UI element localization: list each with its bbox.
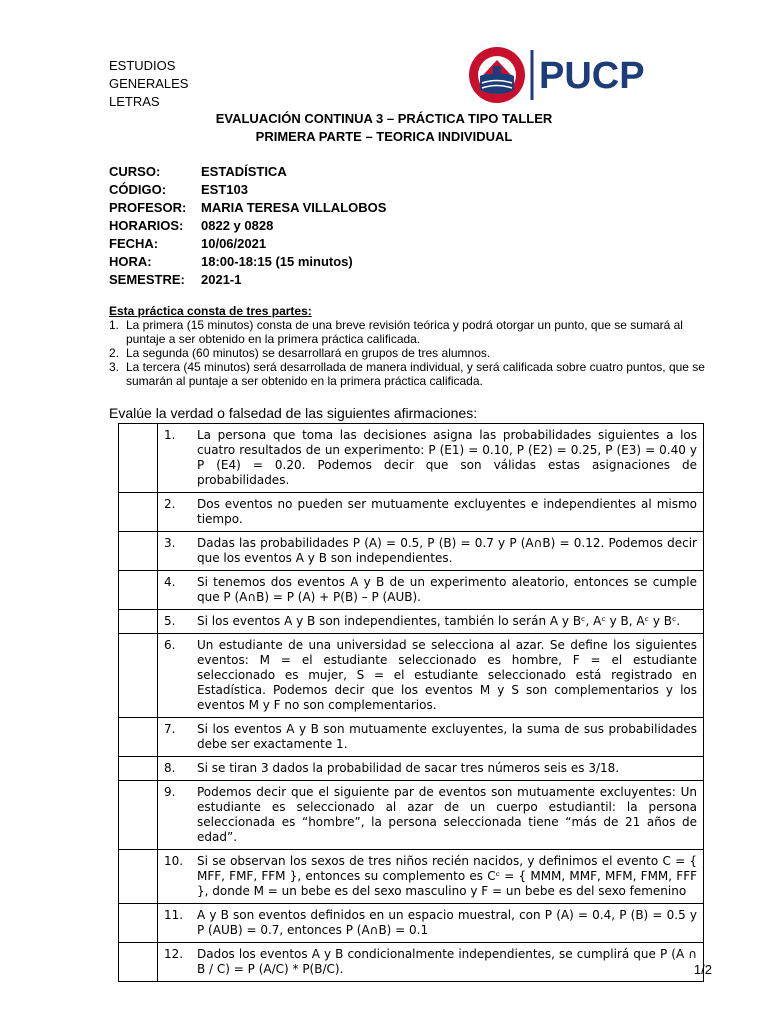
answer-cell[interactable] xyxy=(119,571,158,610)
table-row xyxy=(119,850,704,904)
answer-cell[interactable] xyxy=(119,943,158,982)
statement-number: 6. xyxy=(164,638,176,652)
statement-text: Si se tiran 3 dados la probabilidad de sacar tres números seis es 3/18. xyxy=(197,761,620,775)
answer-cell[interactable] xyxy=(119,634,158,718)
statement-text: Podemos decir que el siguiente par de eventos son mutuamente excluyentes: Un estudiante es seleccionado al azar de un cuerpo estudiantil: la persona seleccionada es “hombre”, la persona seleccionada tiene “más de 21 años de edad”. xyxy=(197,785,697,844)
info-value: 18:00-18:15 (15 minutos) xyxy=(201,254,353,269)
questions-table xyxy=(118,423,704,982)
info-value: 2021-1 xyxy=(201,272,242,287)
statement-cell xyxy=(158,904,704,943)
statement-cell xyxy=(158,634,704,718)
table-row xyxy=(119,904,704,943)
statement-cell xyxy=(158,757,704,781)
parts-item: 3. La tercera (45 minutos) será desarrollada de manera individual, y será calificada sobre cuatro puntos, que se sumarán al puntaje a ser obtenido en la primera práctica calificada. xyxy=(109,360,705,388)
statement-text: A y B son eventos definidos en un espacio muestral, con P (A) = 0.4, P (B) = 0.5 y P (AUB) = 0.7, entonces P (A∩B) = 0.1 xyxy=(197,908,697,937)
table-row xyxy=(119,532,704,571)
dept-line: GENERALES xyxy=(109,76,189,91)
statement-cell xyxy=(158,781,704,850)
info-row-semester xyxy=(109,271,386,289)
info-label: PROFESOR: xyxy=(109,200,187,215)
answer-cell[interactable] xyxy=(119,757,158,781)
table-row xyxy=(119,757,704,781)
info-label: HORA: xyxy=(109,254,152,269)
table-row xyxy=(119,781,704,850)
info-label: CURSO: xyxy=(109,164,161,179)
table-row xyxy=(119,943,704,982)
info-value: MARIA TERESA VILLALOBOS xyxy=(201,200,387,215)
page-number: 1/2 xyxy=(693,962,712,977)
answer-cell[interactable] xyxy=(119,781,158,850)
evaluation-title: EVALUACIÓN CONTINUA 3 – PRÁCTICA TIPO TALLER xyxy=(215,111,553,126)
info-value: EST103 xyxy=(201,182,248,197)
info-row-professor xyxy=(109,199,386,217)
statement-text: Si tenemos dos eventos A y B de un experimento aleatorio, entonces se cumple que P (A∩B) = P (A) + P(B) – P (AUB). xyxy=(197,575,697,604)
statement-cell xyxy=(158,424,704,493)
statement-text: Si se observan los sexos de tres niños recién nacidos, y definimos el evento C = { MFF, FMF, FFM }, entonces su complemento es Cᶜ = { MMM, MMF, MFM, FMM, FFF }, donde M = un bebe es del sexo masculino y F = un bebe es del sexo femenino xyxy=(197,854,697,898)
answer-cell[interactable] xyxy=(119,850,158,904)
practice-parts xyxy=(109,304,714,388)
statement-cell xyxy=(158,571,704,610)
table-row xyxy=(119,493,704,532)
statement-number: 11. xyxy=(164,908,184,922)
answer-cell[interactable] xyxy=(119,424,158,493)
answer-cell[interactable] xyxy=(119,493,158,532)
info-row-course xyxy=(109,163,386,181)
statement-cell xyxy=(158,943,704,982)
pucp-seal-icon xyxy=(466,46,666,104)
statement-number: 7. xyxy=(164,722,176,736)
info-label: SEMESTRE: xyxy=(109,272,185,287)
info-label: FECHA: xyxy=(109,236,159,251)
info-row-code xyxy=(109,181,386,199)
table-row xyxy=(119,571,704,610)
statement-number: 4. xyxy=(164,575,176,589)
statement-cell xyxy=(158,532,704,571)
info-row-schedules xyxy=(109,217,386,235)
answer-cell[interactable] xyxy=(119,904,158,943)
statement-cell xyxy=(158,493,704,532)
table-row xyxy=(119,610,704,634)
statement-text: Si los eventos A y B son independientes, también lo serán A y Bᶜ, Aᶜ y B, Aᶜ y Bᶜ. xyxy=(197,614,681,628)
statement-text: Dos eventos no pueden ser mutuamente excluyentes e independientes al mismo tiempo. xyxy=(197,497,697,526)
statement-number: 12. xyxy=(164,947,184,961)
table-row xyxy=(119,424,704,493)
statement-text: Un estudiante de una universidad se selecciona al azar. Se define los siguientes eventos: M = el estudiante seleccionado es hombre, F = el estudiante seleccionado es mujer, S = el estudiante seleccionado está registrado en Estadística. Podemos decir que los eventos M y S son complementarios y los eventos M y F no son complementarios. xyxy=(197,638,697,712)
statement-number: 10. xyxy=(164,854,184,868)
dept-line: ESTUDIOS xyxy=(109,58,176,73)
parts-heading: Esta práctica consta de tres partes: xyxy=(109,304,312,318)
statement-text: Dadas las probabilidades P (A) = 0.5, P (B) = 0.7 y P (A∩B) = 0.12. Podemos decir que los eventos A y B son independientes. xyxy=(197,536,697,565)
statement-text: La persona que toma las decisiones asigna las probabilidades siguientes a los cuatro resultados de un experimento: P (E1) = 0.10, P (E2) = 0.25, P (E3) = 0.40 y P (E4) = 0.20. Podemos decir que son válidas estas asignaciones de probabilidades. xyxy=(197,428,697,487)
evaluation-subtitle: PRIMERA PARTE – TEORICA INDIVIDUAL xyxy=(255,129,513,144)
info-row-time xyxy=(109,253,386,271)
statement-cell xyxy=(158,850,704,904)
pucp-logo xyxy=(466,46,666,104)
info-value: 10/06/2021 xyxy=(201,236,267,251)
department-label xyxy=(109,57,188,111)
info-label: HORARIOS: xyxy=(109,218,184,233)
info-value: ESTADÍSTICA xyxy=(201,164,287,179)
instruction-text: Evalúe la verdad o falsedad de las siguientes afirmaciones: xyxy=(109,405,478,421)
answer-cell[interactable] xyxy=(119,532,158,571)
dept-line: LETRAS xyxy=(109,94,160,109)
info-value: 0822 y 0828 xyxy=(201,218,274,233)
info-row-date xyxy=(109,235,386,253)
statement-cell xyxy=(158,610,704,634)
statement-number: 2. xyxy=(164,497,176,511)
table-row xyxy=(119,634,704,718)
statement-number: 5. xyxy=(164,614,176,628)
statement-number: 8. xyxy=(164,761,176,775)
statement-text: Si los eventos A y B son mutuamente excluyentes, la suma de sus probabilidades debe ser exactamente 1. xyxy=(197,722,697,751)
parts-item: 1. La primera (15 minutos) consta de una breve revisión teórica y podrá otorgar un punto, que se sumará al puntaje a ser obtenido en la primera práctica calificada. xyxy=(109,318,683,346)
statement-number: 9. xyxy=(164,785,176,799)
statement-cell xyxy=(158,718,704,757)
statement-text: Dados los eventos A y B condicionalmente independientes, se cumplirá que P (A ∩ B / C) = P (A/C) * P(B/C). xyxy=(197,947,697,976)
statement-number: 3. xyxy=(164,536,176,550)
answer-cell[interactable] xyxy=(119,718,158,757)
answer-cell[interactable] xyxy=(119,610,158,634)
course-info xyxy=(109,163,386,289)
pucp-brand: PUCP xyxy=(539,55,645,97)
table-row xyxy=(119,718,704,757)
info-label: CÓDIGO: xyxy=(109,182,167,197)
parts-item: 2. La segunda (60 minutos) se desarrollará en grupos de tres alumnos. xyxy=(109,346,491,360)
statement-number: 1. xyxy=(164,428,176,442)
